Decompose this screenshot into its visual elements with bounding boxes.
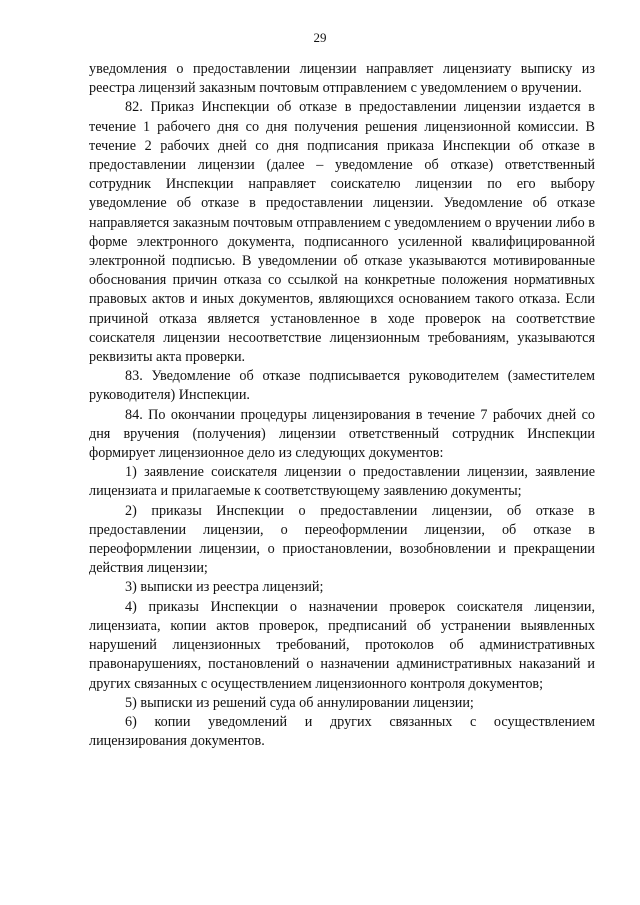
list-item-5: 5) выписки из решений суда об аннулировании лицензии; — [125, 694, 474, 711]
list-item-3: 3) выписки из реестра лицензий; — [125, 579, 324, 596]
paragraph-continuation: уведомления о предоставлении лицензии направляет лицензиату выписку из реестра лицензий заказным почтовым отправлением с уведомлением о вручении. — [89, 61, 595, 97]
page-number: 29 — [313, 30, 327, 45]
list-item-6: 6) копии уведомлений и других связанных с осуществлением лицензирования документов. — [89, 713, 595, 750]
list-item-2: 2) приказы Инспекции о предоставлении лицензии, об отказе в предоставлении лицензии, о переоформлении лицензии, об отказе в переоформлении лицензии, о приостановлении, возобновлении и прекращении действия лицензии; — [89, 502, 595, 577]
paragraph-83: 83. Уведомление об отказе подписывается руководителем (заместителем руководителя) Инспекции. — [89, 368, 595, 404]
paragraph-82: 82. Приказ Инспекции об отказе в предоставлении лицензии издается в течение 1 рабочего дня со дня получения решения лицензионной комиссии. В течение 2 рабочих дней со дня подписания приказа Инспекции об отказе в предоставлении лицензии (далее – уведомление об отказе) ответственный сотрудник Инспекции направляет соискателю лицензии по его выбору уведомление об отказе в предоставлении лицензии. Уведомление об отказе направляется заказным почтовым отправлением с уведомлением о вручении либо в форме электронного документа, подписанного усиленной квалифицированной электронной подписью. В уведомлении об отказе указываются мотивированные обоснования причин отказа со ссылкой на конкретные положения нормативных правовых актов и иных документов, являющихся основанием такого отказа. Если причиной отказа является установленное в ходе проверок на соответствие соискателя лицензии несоответствие лицензионным требованиям, указываются реквизиты акта проверки. — [89, 99, 595, 366]
paragraph-84: 84. По окончании процедуры лицензирования в течение 7 рабочих дней со дня вручения (получения) лицензии ответственный сотрудник Инспекции формирует лицензионное дело из следующих документов: — [89, 406, 595, 462]
document-body — [89, 60, 595, 751]
list-item-4: 4) приказы Инспекции о назначении проверок соискателя лицензии, лицензиата, копии актов проверок, предписаний об устранении выявленных нарушений лицензионных требований, протоколов об административных правонарушениях, постановлений о назначении административных наказаний и других связанных с осуществлением лицензионного контроля документов; — [89, 598, 595, 692]
list-item-1: 1) заявление соискателя лицензии о предоставлении лицензии, заявление лицензиата и прилагаемые к соответствующему заявлению документы; — [89, 464, 595, 500]
